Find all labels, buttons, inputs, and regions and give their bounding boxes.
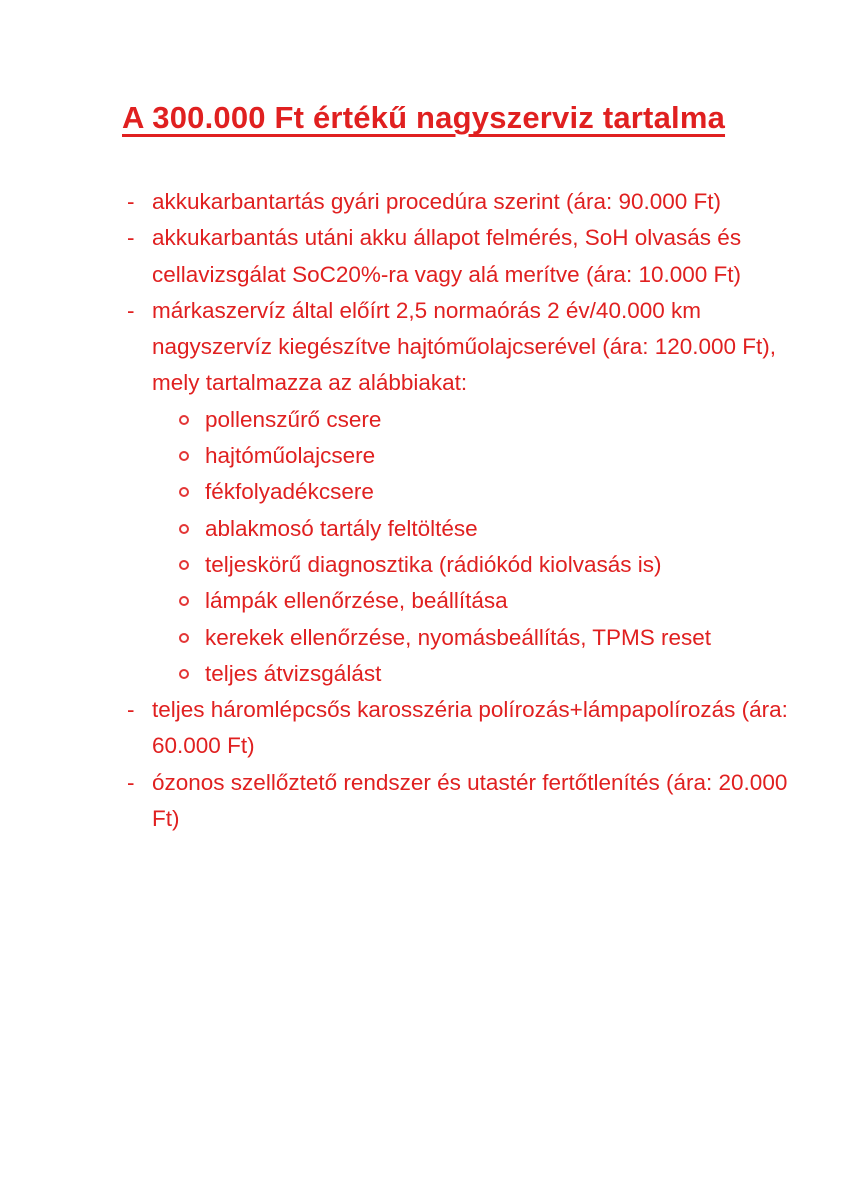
dash-bullet: - xyxy=(127,189,135,214)
circle-bullet-icon xyxy=(179,583,205,606)
list-item-text: teljes háromlépcsős karosszéria polírozás+lámpapolírozás (ára: 60.000 Ft) xyxy=(152,697,788,759)
sub-list-item-text: ablakmosó tartály feltöltése xyxy=(205,515,478,541)
page-title: A 300.000 Ft értékű nagyszerviz tartalma xyxy=(122,100,726,135)
sub-list-item-text: fékfolyadékcsere xyxy=(205,479,374,505)
dash-bullet: - xyxy=(127,297,135,323)
sub-list-item-text: hajtóműolajcsere xyxy=(205,443,376,469)
sub-list-item xyxy=(179,547,805,583)
sub-list-item xyxy=(179,402,805,438)
circle-bullet-icon xyxy=(179,511,205,534)
list-item-text: márkaszervíz által előírt 2,5 normaórás 2 év/40.000 km nagyszervíz kiegészítve hajtóműolajcserével (ára: 120.000 Ft), mely tartalmazza az alábbiakat: xyxy=(152,297,777,396)
sub-list-item xyxy=(179,620,805,656)
sub-list-item-text: pollenszűrő csere xyxy=(205,406,382,432)
sub-list-item-text: teljes átvizsgálást xyxy=(205,660,382,686)
list-item xyxy=(127,184,805,220)
list-item xyxy=(127,692,805,765)
dash-bullet: - xyxy=(127,769,135,795)
list-item-text: akkukarbantás utáni akku állapot felmérés, SoH olvasás és cellavizsgálat SoC20%-ra vagy alá merítve (ára: 10.000 Ft) xyxy=(152,225,742,287)
sub-list-item xyxy=(179,438,805,474)
sub-list-item-text: lámpák ellenőrzése, beállítása xyxy=(205,588,508,614)
sub-list-item xyxy=(179,656,805,692)
circle-bullet-icon xyxy=(179,620,205,643)
circle-bullet-icon xyxy=(179,402,205,425)
list-item-text: ózonos szellőztető rendszer és utastér fertőtlenítés (ára: 20.000 Ft) xyxy=(152,769,788,832)
list-item xyxy=(127,220,805,293)
circle-bullet-icon xyxy=(179,547,205,570)
sub-list-item-text: kerekek ellenőrzése, nyomásbeállítás, TPMS reset xyxy=(205,624,712,650)
sub-list-item xyxy=(179,511,805,547)
list-item xyxy=(127,765,805,838)
dash-bullet: - xyxy=(127,225,135,251)
list-item xyxy=(127,293,805,402)
list-item-text: akkukarbantartás gyári procedúra szerint (ára: 90.000 Ft) xyxy=(152,189,722,214)
dash-bullet: - xyxy=(127,697,135,723)
circle-bullet-icon xyxy=(179,656,205,679)
circle-bullet-icon xyxy=(179,474,205,497)
sub-list xyxy=(179,402,805,692)
sub-list-item xyxy=(179,474,805,510)
circle-bullet-icon xyxy=(179,438,205,461)
sub-list-item xyxy=(179,583,805,619)
sub-list-item-text: teljeskörű diagnosztika (rádiókód kiolvasás is) xyxy=(205,551,662,577)
service-list xyxy=(127,184,805,837)
